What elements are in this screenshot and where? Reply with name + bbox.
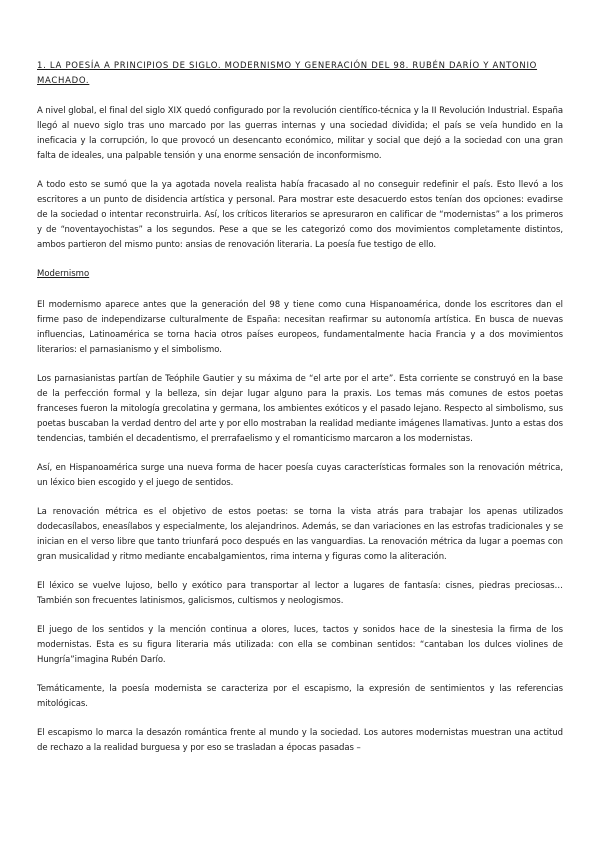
intro-paragraph-1: A nivel global, el final del siglo XIX quedó configurado por la revolución científico-técnica y la II Revolución Industrial. España llegó al nuevo siglo tras uno marcado por las guerras internas y una sociedad dividida; el país se veía hundido en la ineficacia y la corrupción, lo que provocó un desencanto económico, militar y social que dejó a la sociedad con una gran falta de ideales, una palpable tensión y una enorme sensación de inconformismo. [37,106,563,161]
body-paragraph: El léxico se vuelve lujoso, bello y exótico para transportar al lector a lugares de fantasía: cisnes, piedras preciosas… También son frecuentes latinismos, galicismos, cultismos y neologismos. [37,581,563,606]
body-paragraph: El juego de los sentidos y la mención continua a olores, luces, tactos y sonidos hace de la sinestesia la firma de los modernistas. Esta es su figura literaria más utilizada: con ella se combinan sentidos: “cantaban los dulces violines de Hungría”imagina Rubén Darío. [37,625,563,665]
body-paragraph: La renovación métrica es el objetivo de estos poetas: se torna la vista atrás para trabajar los apenas utilizados dodecasílabos, eneasílabos y especialmente, los alejandrinos. Además, se dan variaciones en las estrofas tradicionales y se inician en el verso libre que tanto triunfará poco después en las vanguardias. La renovación métrica da lugar a poemas con gran musicalidad y ritmo mediante encabalgamientos, rima interna y figuras como la aliteración. [37,507,563,562]
body-paragraph: Los parnasianistas partían de Teóphile Gautier y su máxima de “el arte por el arte”. Esta corriente se construyó en la base de la perfección formal y la belleza, sin dejar lugar alguno para la praxis. Los temas más comunes de estos poetas franceses fueron la mitología grecolatina y germana, los ambientes exóticos y el pasado lejano. Respecto al simbolismo, sus poetas buscaban la verdad dentro del arte y por ello mostraban la realidad mediante imágenes llamativas. Junto a estas dos tendencias, también el decadentismo, el prerrafaelismo y el romanticismo marcaron a los modernistas. [37,374,563,444]
body-paragraph: El escapismo lo marca la desazón romántica frente al mundo y la sociedad. Los autores modernistas muestran una actitud de rechazo a la realidad burguesa y por eso se trasladan a épocas pasadas – [37,728,563,753]
section-title-modernismo: Modernismo [37,269,90,279]
body-paragraph: El modernismo aparece antes que la generación del 98 y tiene como cuna Hispanoamérica, donde los escritores dan el firme paso de independizarse culturalmente de España: necesitan reafirmar su autonomía artística. En busca de nuevas influencias, Latinoamérica se torna hacia otros países europeos, fundamentalmente hacia Francia y a dos movimientos literarios: el parnasianismo y el simbolismo. [37,300,563,355]
body-paragraph: Temáticamente, la poesía modernista se caracteriza por el escapismo, la expresión de sentimientos y las referencias mitológicas. [37,684,563,709]
body-paragraph: Así, en Hispanoamérica surge una nueva forma de hacer poesía cuyas características formales son la renovación métrica, un léxico bien escogido y el juego de sentidos. [37,463,563,488]
intro-paragraph-2: A todo esto se sumó que la ya agotada novela realista había fracasado al no conseguir redefinir el país. Esto llevó a los escritores a un punto de disidencia artística y personal. Para mostrar este desacuerdo estos tenían dos opciones: evadirse de la sociedad o intentar reconstruirla. Así, los críticos literarios se apresuraron en calificar de “modernistas” a los primeros y de “noventayochistas” a los segundos. Pese a que se les categorizó como dos movimientos completamente distintos, ambos partieron del mismo punto: ansias de renovación literaria. La poesía fue testigo de ello. [37,180,563,250]
page-title: 1. LA POESÍA A PRINCIPIOS DE SIGLO. MODERNISMO Y GENERACIÓN DEL 98. RUBÉN DARÍO Y ANTONIO MACHADO. [37,61,538,86]
